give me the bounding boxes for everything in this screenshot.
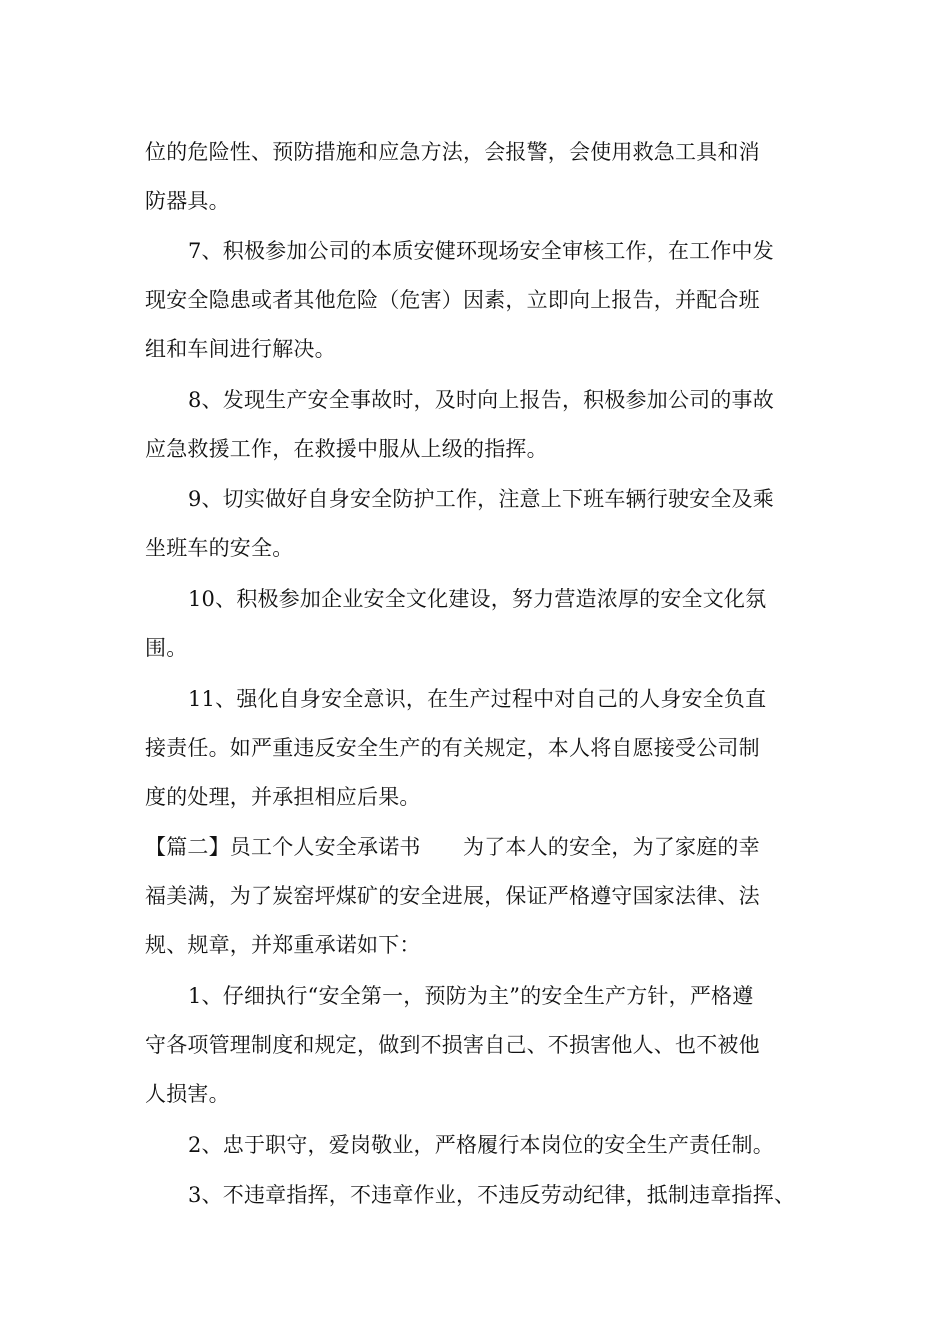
text-line: 接责任。如严重违反安全生产的有关规定，本人将自愿接受公司制 <box>145 736 760 760</box>
text-line: 人损害。 <box>145 1082 230 1106</box>
text-line: 福美满，为了炭窑坪煤矿的安全进展，保证严格遵守国家法律、法 <box>145 884 760 908</box>
section-heading-line: 【篇二】员工个人安全承诺书 为了本人的安全，为了家庭的幸 <box>145 835 760 859</box>
paragraph-item-7: 7、积极参加公司的本质安健环现场安全审核工作，在工作中发 <box>188 239 774 263</box>
paragraph-item-1: 1、仔细执行“安全第一，预防为主”的安全生产方针，严格遵 <box>188 984 754 1008</box>
text-line: 位的危险性、预防措施和应急方法，会报警，会使用救急工具和消 <box>145 140 760 164</box>
text-line: 围。 <box>145 636 188 660</box>
paragraph-item-9: 9、切实做好自身安全防护工作，注意上下班车辆行驶安全及乘 <box>188 487 774 511</box>
text-line: 守各项管理制度和规定，做到不损害自己、不损害他人、也不被他 <box>145 1033 760 1057</box>
text-line: 度的处理，并承担相应后果。 <box>145 785 421 809</box>
paragraph-item-10: 10、积极参加企业安全文化建设，努力营造浓厚的安全文化氛 <box>188 587 767 611</box>
paragraph-item-8: 8、发现生产安全事故时，及时向上报告，积极参加公司的事故 <box>188 388 774 412</box>
paragraph-item-11: 11、强化自身安全意识，在生产过程中对自己的人身安全负直 <box>188 687 767 711</box>
paragraph-item-3: 3、不违章指挥，不违章作业，不违反劳动纪律，抵制违章指挥、 <box>188 1183 796 1207</box>
paragraph-item-2: 2、忠于职守，爱岗敬业，严格履行本岗位的安全生产责任制。 <box>188 1133 774 1157</box>
text-line: 坐班车的安全。 <box>145 536 294 560</box>
text-line: 应急救援工作，在救援中服从上级的指挥。 <box>145 437 548 461</box>
text-line: 组和车间进行解决。 <box>145 337 336 361</box>
text-line: 规、规章，并郑重承诺如下： <box>145 933 421 957</box>
text-line: 防器具。 <box>145 189 230 213</box>
text-line: 现安全隐患或者其他危险（危害）因素，立即向上报告，并配合班 <box>145 288 760 312</box>
